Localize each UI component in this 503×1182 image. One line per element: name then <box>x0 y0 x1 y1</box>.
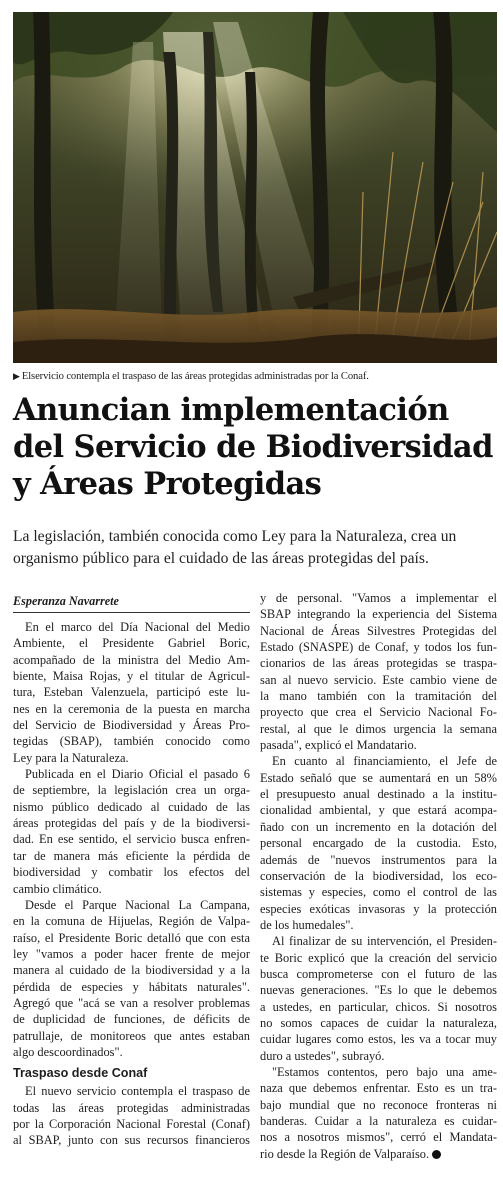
text-line: personal encargado de la custodia. Esto, <box>260 836 497 851</box>
text-line: la mano también con la tramitación del <box>260 689 497 704</box>
text-line: raíso, el Presidente Boric detalló que con esta <box>13 930 250 945</box>
paragraph <box>260 1064 497 1162</box>
column-right <box>260 590 497 1162</box>
column-left <box>13 590 250 1149</box>
text-line: cionarios de las áreas protegidas se traspa- <box>260 656 497 671</box>
text-line: Al finalizar de su intervención, el Presiden- <box>272 934 497 949</box>
text-line: pasada", explicó el Mandatario. <box>260 738 417 753</box>
text-line: nismo público dedicado al cuidado de las <box>13 799 250 814</box>
text-line: nes en la ceremonia de la puesta en marcha <box>13 701 250 716</box>
text-line: Ley para la Naturaleza. <box>13 750 129 765</box>
text-line: Nacional de Áreas Silvestres Protegidas del <box>260 623 497 638</box>
text-line: Desde el Parque Nacional La Campana, <box>25 897 250 912</box>
text-line: busca comprometerse con el futuro de las <box>260 966 497 981</box>
text-line: rio desde la Región de Valparaíso. <box>260 1146 497 1162</box>
text-line: manera al cuidado de la biodiversidad y a la <box>13 963 250 978</box>
text-line: proyecto que crea el Servicio Nacional Fo- <box>260 705 497 720</box>
text-line: biente, Maisa Rojas, y el titular de Agricul- <box>13 669 250 684</box>
text-line: nos a nosotros mismos", cerró el Mandata- <box>260 1130 497 1145</box>
text-line: sistemas y especies, como el control de las <box>260 885 497 900</box>
text-line: del Servicio de Biodiversidad y Áreas Pro- <box>13 718 250 733</box>
text-line: dad. En ese sentido, el servicio busca enfren- <box>13 832 250 847</box>
text-line: bajo mundial que no reconoce fronteras ni <box>260 1097 497 1112</box>
text-line: de septiembre, la legislación crea un orga- <box>13 783 250 798</box>
text-line: naza que debemos enfrentar. Esto es un tra- <box>260 1081 497 1096</box>
text-line: todas las áreas protegidas administradas <box>13 1100 250 1115</box>
text-line: En cuanto al financiamiento, el Jefe de <box>272 754 497 769</box>
text-line: al SBAP, junto con sus recursos financieros <box>13 1133 250 1148</box>
text-line: tura, Esteban Valenzuela, participó este lu- <box>13 685 250 700</box>
dek <box>13 526 497 570</box>
text-line: algo descoordinados". <box>13 1044 123 1059</box>
text-line: cionalidad ambiental, y que estará acompa- <box>260 803 497 818</box>
text-line: ley "vamos a poder hacer frente de mejor <box>13 946 250 961</box>
paragraph <box>260 590 497 753</box>
text-line: de los humedales". <box>260 917 354 932</box>
text-line: te Boric explicó que la creación del servicio <box>260 950 497 965</box>
text-line: ñado con un incremento en la dotación del <box>260 819 497 834</box>
text-line: acompañado de la ministra del Medio Am- <box>13 652 250 667</box>
text-line: tar de manera más eficiente la pérdida de <box>13 848 250 863</box>
caption-text: Elservicio contempla el traspaso de las áreas protegidas administradas por la Conaf. <box>21 371 369 382</box>
forest-photo <box>13 12 497 363</box>
text-line: Publicada en el Diario Oficial el pasado 6 <box>25 767 250 782</box>
dek-line: organismo público para el cuidado de las áreas protegidas del país. <box>13 550 429 567</box>
photo-caption <box>13 369 497 384</box>
text-line: En el marco del Día Nacional del Medio <box>25 620 250 634</box>
text-line: biodiversidad y combatir los efectos del <box>13 865 250 880</box>
subhead: Traspaso desde Conaf <box>13 1066 148 1081</box>
forest-photo-icon <box>13 12 497 363</box>
text-line: especies exóticas invasoras y la protección <box>260 901 497 916</box>
text-line: cambio climático. <box>13 881 102 896</box>
text-line: Ambiente, el Presidente Gabriel Boric, <box>13 636 250 651</box>
text-line: patrullaje, de monitoreos que antes estaban <box>13 1028 250 1043</box>
text-line: tegidas (SBAP), también conocido como <box>13 734 250 749</box>
text-line: banderas. Cuidar a la naturaleza es cuidar- <box>260 1114 497 1128</box>
text-line: cuidar lugares como estos, les va a tocar muy <box>260 1032 497 1047</box>
text-line: "Estamos contentos, pero bajo una ame- <box>272 1064 497 1079</box>
text-line: por la Corporación Nacional Forestal (Conaf) <box>13 1116 250 1131</box>
text-line: El nuevo servicio contempla el traspaso de <box>25 1084 250 1099</box>
text-line: a ustedes, en particular, chicos. Si nosotros <box>260 999 497 1014</box>
text-line: SBAP integrando la experiencia del Sistema <box>260 607 497 622</box>
paragraph <box>260 933 497 1064</box>
text-line: el presupuesto anual destinado a la institu- <box>260 787 497 802</box>
end-mark-icon <box>432 1150 441 1159</box>
headline <box>13 392 497 503</box>
paragraph <box>13 766 250 897</box>
text-line: nuevas generaciones. "Es lo que le debemos <box>260 983 497 998</box>
text-line: Estado (SNASPE) de Conaf, y todos los fun- <box>260 640 497 655</box>
text-line: y de personal. "Vamos a implementar el <box>260 591 497 605</box>
paragraph <box>13 897 250 1060</box>
caption-marker-icon: ▶ <box>13 371 20 381</box>
text-line: áreas protegidas del país y de la biodiversi- <box>13 816 250 831</box>
paragraph <box>13 619 250 766</box>
text-line: de duplicidad de funciones, de déficits de <box>13 1012 250 1027</box>
text-line: Estado señaló que se aumentará en un 58% <box>260 770 497 785</box>
text-line: duro a ustedes", subrayó. <box>260 1048 385 1063</box>
headline-line: y Áreas Protegidas <box>13 466 322 502</box>
dek-line: La legislación, también conocida como Ley para la Naturaleza, crea un <box>13 528 457 545</box>
text-line: Agregó que "acá se van a resolver problemas <box>13 995 250 1010</box>
byline: Esperanza Navarrete <box>13 592 250 613</box>
paragraph <box>13 1083 250 1148</box>
text-line: además de "nuevos instrumentos para la <box>260 852 497 867</box>
text-line: conservación de la biodiversidad, los eco- <box>260 868 497 883</box>
paragraph <box>260 753 497 933</box>
text-line: en la comuna de Hijuelas, Región de Valpa- <box>13 914 250 929</box>
text-line: pérdida de especies y hábitats naturales". <box>13 979 250 994</box>
text-line: restal, al que le dimos urgencia la semana <box>260 721 497 736</box>
text-line: san al nuevo servicio. Este cambio viene de <box>260 672 497 687</box>
text-line: no somos capaces de cuidar la naturaleza, <box>260 1015 497 1030</box>
headline-line: del Servicio de Biodiversidad <box>13 429 493 465</box>
headline-line: Anuncian implementación <box>13 392 449 428</box>
